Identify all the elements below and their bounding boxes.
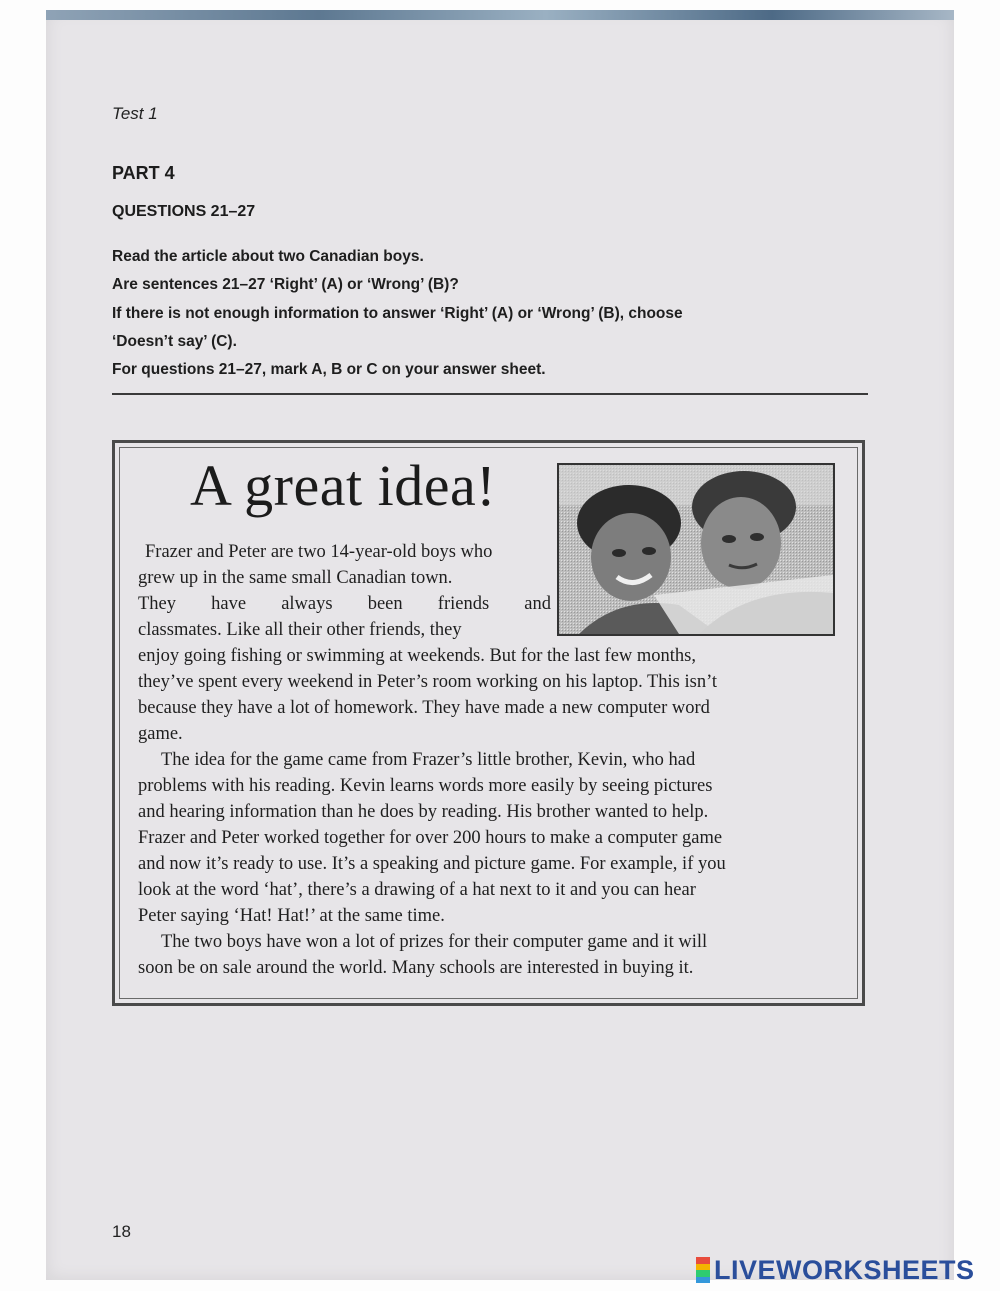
questions-heading: QUESTIONS 21–27 <box>112 203 256 220</box>
cover-edge-strip <box>46 10 954 20</box>
part-heading: PART 4 <box>112 163 175 183</box>
liveworksheets-wordmark: LIVEWORKSHEETS <box>714 1254 975 1285</box>
article-line: and hearing information than he does by reading. His brother wanted to help. <box>138 802 709 822</box>
article-line: they’ve spent every weekend in Peter’s room working on his laptop. This isn’t <box>138 672 718 692</box>
article-line: Frazer and Peter are two 14-year-old boys who <box>145 542 493 562</box>
article-line: classmates. Like all their other friends, they <box>138 620 462 640</box>
instruction-line: For questions 21–27, mark A, B or C on your answer sheet. <box>112 361 546 378</box>
article-line: problems with his reading. Kevin learns words more easily by seeing pictures <box>138 776 713 796</box>
two-boys-photo-image <box>559 465 833 634</box>
article-headline: A great idea! <box>190 453 497 518</box>
article-line: enjoy going fishing or swimming at weekends. But for the last few months, <box>138 646 697 666</box>
liveworksheets-logo <box>696 1255 996 1285</box>
divider-rule <box>112 393 868 395</box>
article-line: look at the word ‘hat’, there’s a drawing of a hat next to it and you can hear <box>138 880 696 900</box>
article-line: The idea for the game came from Frazer’s little brother, Kevin, who had <box>161 750 696 770</box>
article-line: soon be on sale around the world. Many schools are interested in buying it. <box>138 958 694 978</box>
instruction-line: Read the article about two Canadian boys. <box>112 248 424 265</box>
article-line: They have always been friends and <box>138 594 551 614</box>
page-number: 18 <box>112 1222 131 1241</box>
instruction-line: If there is not enough information to answer ‘Right’ (A) or ‘Wrong’ (B), choose <box>112 305 683 322</box>
article-line: because they have a lot of homework. They have made a new computer word <box>138 698 710 718</box>
article-line: The two boys have won a lot of prizes for their computer game and it will <box>161 932 708 952</box>
liveworksheets-icon <box>696 1257 710 1283</box>
article-line: grew up in the same small Canadian town. <box>138 568 453 588</box>
instruction-line: ‘Doesn’t say’ (C). <box>112 333 237 350</box>
article-line: Peter saying ‘Hat! Hat!’ at the same time. <box>138 906 445 926</box>
instruction-line: Are sentences 21–27 ‘Right’ (A) or ‘Wrong’ (B)? <box>112 276 459 293</box>
article-line: and now it’s ready to use. It’s a speaking and picture game. For example, if you <box>138 854 726 874</box>
article-line: Frazer and Peter worked together for over 200 hours to make a computer game <box>138 828 723 848</box>
article-photo <box>557 463 835 636</box>
test-label: Test 1 <box>112 104 158 123</box>
article-line: game. <box>138 724 183 744</box>
